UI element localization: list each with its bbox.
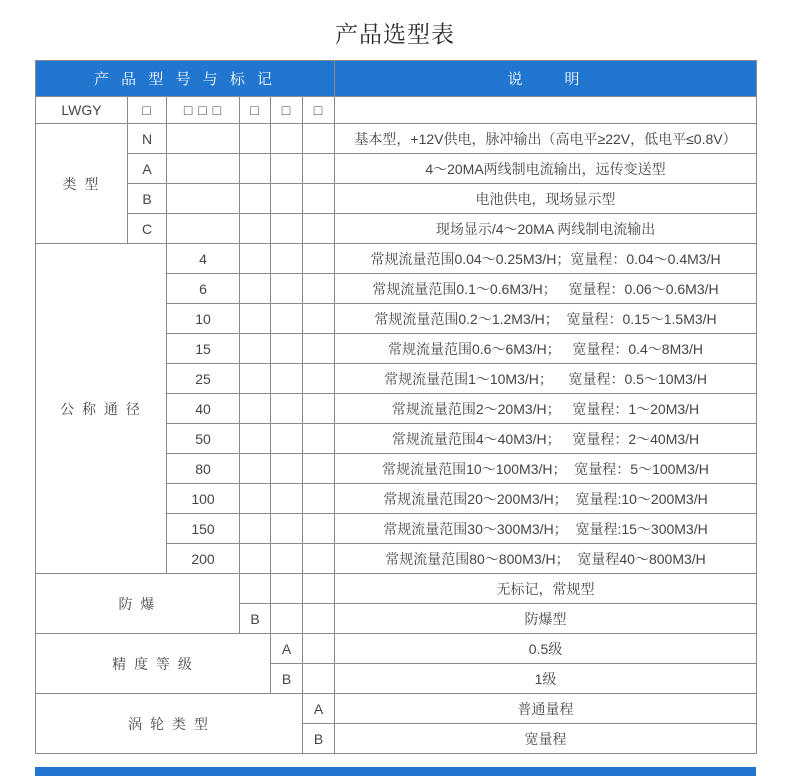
- empty-cell: [303, 364, 335, 394]
- empty-cell: [271, 574, 303, 604]
- description-cell: 常规流量范围80～800M3/H； 宽量程40～800M3/H: [335, 544, 757, 574]
- empty-cell: [240, 424, 271, 454]
- empty-cell: [271, 394, 303, 424]
- description-cell: 基本型，+12V供电，脉冲输出（高电平≥22V，低电平≤0.8V）: [335, 124, 757, 154]
- empty-cell: [271, 184, 303, 214]
- section-label-type: 类 型: [36, 124, 128, 244]
- description-cell: 常规流量范围0.04～0.25M3/H；宽量程：0.04～0.4M3/H: [335, 244, 757, 274]
- empty-cell: [167, 184, 240, 214]
- type-mark: A: [128, 154, 167, 184]
- diameter-mark: 6: [167, 274, 240, 304]
- description-cell: 宽量程: [335, 724, 757, 754]
- empty-cell: [271, 424, 303, 454]
- diameter-mark: 10: [167, 304, 240, 334]
- section-label-accuracy: 精 度 等 级: [36, 634, 271, 694]
- accuracy-mark: B: [271, 664, 303, 694]
- type-placeholder-box: □: [128, 97, 167, 124]
- empty-cell: [167, 214, 240, 244]
- empty-cell: [303, 544, 335, 574]
- empty-cell: [240, 214, 271, 244]
- empty-cell: [303, 274, 335, 304]
- empty-cell: [240, 334, 271, 364]
- empty-cell: [271, 214, 303, 244]
- empty-cell: [303, 514, 335, 544]
- type-mark: B: [128, 184, 167, 214]
- type-mark: C: [128, 214, 167, 244]
- description-cell: 常规流量范围0.1～0.6M3/H； 宽量程：0.06～0.6M3/H: [335, 274, 757, 304]
- table-row: [36, 154, 757, 184]
- diameter-mark: 100: [167, 484, 240, 514]
- description-cell: 常规流量范围0.6～6M3/H； 宽量程：0.4～8M3/H: [335, 334, 757, 364]
- empty-cell: [240, 124, 271, 154]
- empty-cell: [303, 184, 335, 214]
- empty-cell: [240, 274, 271, 304]
- table-row: [36, 634, 757, 664]
- explosion-mark: [240, 574, 271, 604]
- empty-cell: [271, 484, 303, 514]
- table-row: [36, 124, 757, 154]
- diameter-mark: 80: [167, 454, 240, 484]
- diameter-mark: 200: [167, 544, 240, 574]
- description-cell: 现场显示/4～20MA 两线制电流输出: [335, 214, 757, 244]
- empty-cell: [271, 334, 303, 364]
- empty-cell: [271, 274, 303, 304]
- description-cell: 常规流量范围0.2～1.2M3/H； 宽量程：0.15～1.5M3/H: [335, 304, 757, 334]
- turbine-mark: A: [303, 694, 335, 724]
- type-mark: N: [128, 124, 167, 154]
- description-cell: 无标记，常规型: [335, 574, 757, 604]
- empty-cell: [240, 244, 271, 274]
- empty-cell: [303, 424, 335, 454]
- empty-cell: [303, 214, 335, 244]
- table-row: [36, 574, 757, 604]
- empty-cell: [271, 544, 303, 574]
- diameter-mark: 40: [167, 394, 240, 424]
- turbine-placeholder-box: □: [303, 97, 335, 124]
- table-row: [36, 694, 757, 724]
- description-cell: 常规流量范围1～10M3/H； 宽量程：0.5～10M3/H: [335, 364, 757, 394]
- diameter-mark: 150: [167, 514, 240, 544]
- empty-cell: [303, 574, 335, 604]
- description-cell: 电池供电，现场显示型: [335, 184, 757, 214]
- empty-cell: [303, 244, 335, 274]
- accuracy-placeholder-box: □: [271, 97, 303, 124]
- empty-cell: [240, 394, 271, 424]
- description-cell: 1级: [335, 664, 757, 694]
- header-model-label: 产 品 型 号 与 标 记: [36, 61, 335, 97]
- header-row: [36, 61, 757, 97]
- empty-cell: [240, 364, 271, 394]
- empty-cell: [240, 154, 271, 184]
- empty-cell: [167, 124, 240, 154]
- header-description-label: 说 明: [335, 61, 757, 97]
- diameter-mark: 25: [167, 364, 240, 394]
- description-cell: 防爆型: [335, 604, 757, 634]
- diameter-mark: 15: [167, 334, 240, 364]
- empty-cell: [303, 634, 335, 664]
- empty-cell: [303, 604, 335, 634]
- model-code: LWGY: [36, 97, 128, 124]
- explosion-placeholder-box: □: [240, 97, 271, 124]
- empty-cell: [335, 97, 757, 124]
- empty-cell: [271, 154, 303, 184]
- description-cell: 0.5级: [335, 634, 757, 664]
- empty-cell: [271, 124, 303, 154]
- description-cell: 常规流量范围30～300M3/H； 宽量程:15～300M3/H: [335, 514, 757, 544]
- empty-cell: [240, 544, 271, 574]
- description-cell: 常规流量范围2～20M3/H； 宽量程：1～20M3/H: [335, 394, 757, 424]
- empty-cell: [240, 514, 271, 544]
- size-placeholder-boxes: □ □ □: [167, 97, 240, 124]
- empty-cell: [271, 244, 303, 274]
- description-cell: 普通量程: [335, 694, 757, 724]
- empty-cell: [303, 484, 335, 514]
- empty-cell: [271, 454, 303, 484]
- explosion-mark: B: [240, 604, 271, 634]
- description-cell: 常规流量范围4～40M3/H； 宽量程：2～40M3/H: [335, 424, 757, 454]
- description-cell: 常规流量范围10～100M3/H； 宽量程：5～100M3/H: [335, 454, 757, 484]
- empty-cell: [303, 664, 335, 694]
- page-title: 产品选型表: [335, 21, 455, 47]
- section-label-diameter: 公 称 通 径: [36, 244, 167, 574]
- empty-cell: [271, 604, 303, 634]
- description-cell: 常规流量范围20～200M3/H； 宽量程:10～200M3/H: [335, 484, 757, 514]
- section-label-turbine: 涡 轮 类 型: [36, 694, 303, 754]
- diameter-mark: 50: [167, 424, 240, 454]
- empty-cell: [271, 364, 303, 394]
- description-cell: 4～20MA两线制电流输出，远传变送型: [335, 154, 757, 184]
- empty-cell: [240, 484, 271, 514]
- empty-cell: [303, 154, 335, 184]
- table-row: [36, 184, 757, 214]
- table-row: [36, 214, 757, 244]
- section-label-explosion: 防 爆: [36, 574, 240, 634]
- model-code-row: [36, 97, 757, 124]
- empty-cell: [167, 154, 240, 184]
- next-table-header-partial: [35, 767, 756, 776]
- empty-cell: [303, 394, 335, 424]
- empty-cell: [271, 304, 303, 334]
- empty-cell: [303, 334, 335, 364]
- diameter-mark: 4: [167, 244, 240, 274]
- empty-cell: [240, 184, 271, 214]
- empty-cell: [303, 124, 335, 154]
- empty-cell: [240, 454, 271, 484]
- turbine-mark: B: [303, 724, 335, 754]
- empty-cell: [240, 304, 271, 334]
- empty-cell: [271, 514, 303, 544]
- accuracy-mark: A: [271, 634, 303, 664]
- empty-cell: [303, 304, 335, 334]
- product-selection-table: [35, 60, 757, 754]
- empty-cell: [303, 454, 335, 484]
- table-row: [36, 244, 757, 274]
